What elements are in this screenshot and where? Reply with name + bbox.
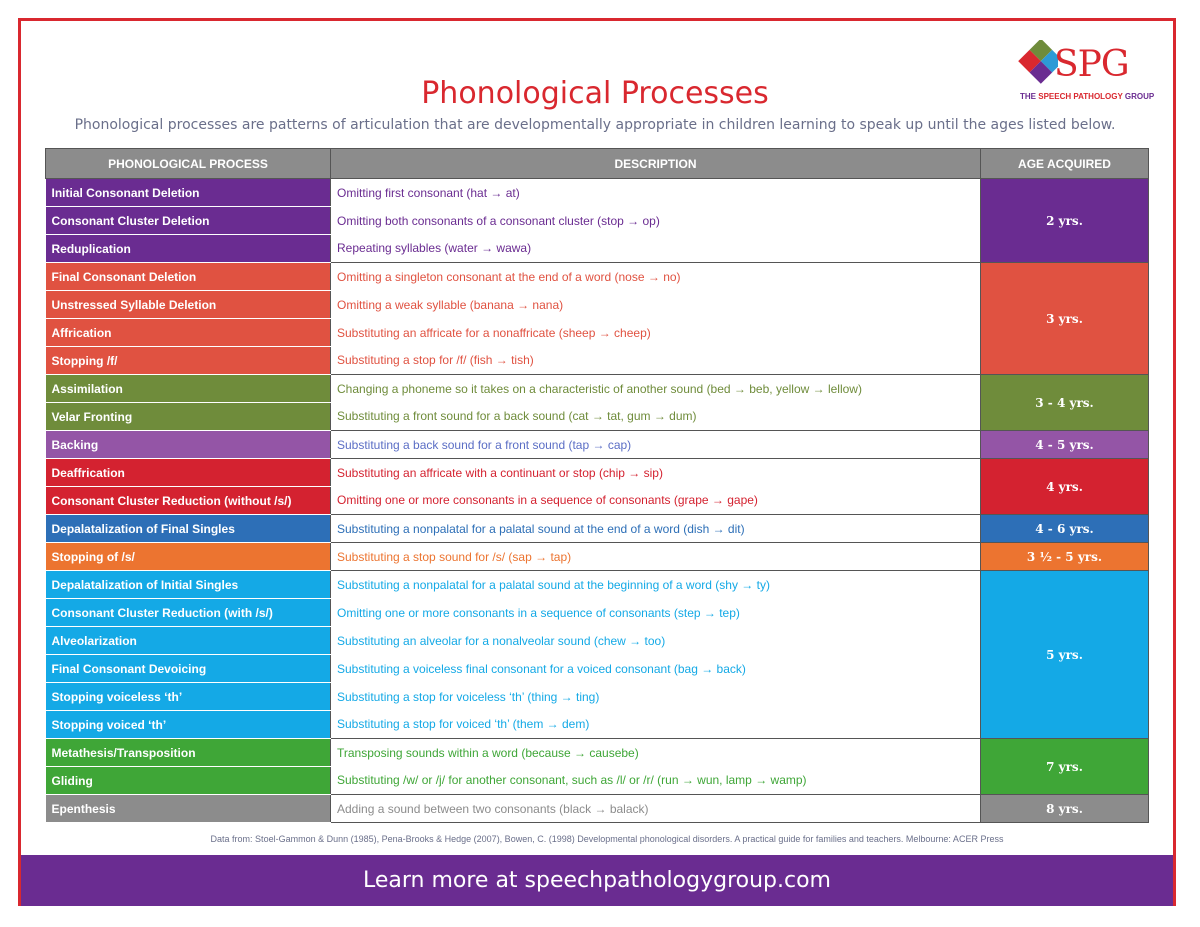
process-description: Substituting /w/ or /j/ for another consonant, such as /l/ or /r/ (run → wun, lamp → wamp)	[331, 767, 981, 795]
process-description: Omitting one or more consonants in a sequence of consonants (step → tep)	[331, 599, 981, 627]
process-description: Substituting a nonpalatal for a palatal sound at the end of a word (dish → dit)	[331, 515, 981, 543]
process-name: Metathesis/Transposition	[46, 739, 331, 767]
age-acquired: 3 ½ - 5 yrs.	[981, 543, 1149, 571]
logo-wordmark: SPG	[1054, 44, 1129, 85]
process-description: Repeating syllables (water → wawa)	[331, 235, 981, 263]
header-age: AGE ACQUIRED	[981, 149, 1149, 179]
footer-banner: Learn more at speechpathologygroup.com	[21, 855, 1173, 906]
process-description: Substituting a stop sound for /s/ (sap → tap)	[331, 543, 981, 571]
process-name: Final Consonant Deletion	[46, 263, 331, 291]
process-description: Omitting one or more consonants in a sequence of consonants (grape → gape)	[331, 487, 981, 515]
age-acquired: 8 yrs.	[981, 795, 1149, 823]
process-description: Substituting a voiceless final consonant for a voiced consonant (bag → back)	[331, 655, 981, 683]
phonological-processes-table	[45, 148, 1149, 823]
process-name: Reduplication	[46, 235, 331, 263]
process-name: Stopping voiced ‘th’	[46, 711, 331, 739]
process-name: Depalatalization of Initial Singles	[46, 571, 331, 599]
process-name: Unstressed Syllable Deletion	[46, 291, 331, 319]
header-process: PHONOLOGICAL PROCESS	[46, 149, 331, 179]
process-description: Transposing sounds within a word (because → causebe)	[331, 739, 981, 767]
process-name: Affrication	[46, 319, 331, 347]
header-description: DESCRIPTION	[331, 149, 981, 179]
table-row	[46, 543, 1149, 571]
process-description: Substituting a stop for /f/ (fish → tish)	[331, 347, 981, 375]
process-description: Substituting an alveolar for a nonalveolar sound (chew → too)	[331, 627, 981, 655]
process-description: Omitting first consonant (hat → at)	[331, 179, 981, 207]
process-name: Assimilation	[46, 375, 331, 403]
process-description: Omitting both consonants of a consonant cluster (stop → op)	[331, 207, 981, 235]
process-name: Stopping voiceless ‘th’	[46, 683, 331, 711]
process-name: Epenthesis	[46, 795, 331, 823]
process-description: Omitting a singleton consonant at the end of a word (nose → no)	[331, 263, 981, 291]
age-acquired: 4 yrs.	[981, 459, 1149, 515]
table-row	[46, 179, 1149, 207]
source-citation: Data from: Stoel-Gammon & Dunn (1985), Pena-Brooks & Hedge (2007), Bowen, C. (1998) Developmental phonological disorders. A practical guide for families and teachers. Melbourne: ACER Press	[210, 834, 1004, 844]
process-name: Consonant Cluster Reduction (with /s/)	[46, 599, 331, 627]
process-name: Consonant Cluster Reduction (without /s/)	[46, 487, 331, 515]
process-description: Changing a phoneme so it takes on a characteristic of another sound (bed → beb, yellow → lellow)	[331, 375, 981, 403]
process-description: Omitting a weak syllable (banana → nana)	[331, 291, 981, 319]
process-description: Substituting a nonpalatal for a palatal sound at the beginning of a word (shy → ty)	[331, 571, 981, 599]
table-row	[46, 571, 1149, 599]
process-description: Substituting a stop for voiced ‘th’ (them → dem)	[331, 711, 981, 739]
age-acquired: 2 yrs.	[981, 179, 1149, 263]
page-title: Phonological Processes	[421, 76, 769, 111]
age-acquired: 4 - 5 yrs.	[981, 431, 1149, 459]
process-description: Substituting an affricate for a nonaffricate (sheep → cheep)	[331, 319, 981, 347]
table-header-row	[46, 149, 1149, 179]
page-subtitle: Phonological processes are patterns of articulation that are developmentally appropriate in children learning to speak up until the ages listed below.	[74, 117, 1116, 133]
process-name: Alveolarization	[46, 627, 331, 655]
table-row	[46, 431, 1149, 459]
process-name: Velar Fronting	[46, 403, 331, 431]
age-acquired: 7 yrs.	[981, 739, 1149, 795]
table-row	[46, 515, 1149, 543]
process-name: Final Consonant Devoicing	[46, 655, 331, 683]
table-row	[46, 739, 1149, 767]
age-acquired: 3 yrs.	[981, 263, 1149, 375]
process-description: Substituting a front sound for a back sound (cat → tat, gum → dum)	[331, 403, 981, 431]
table-row	[46, 459, 1149, 487]
table-row	[46, 375, 1149, 403]
process-description: Substituting a stop for voiceless ‘th’ (thing → ting)	[331, 683, 981, 711]
table-row	[46, 795, 1149, 823]
process-name: Consonant Cluster Deletion	[46, 207, 331, 235]
process-description: Substituting an affricate with a continuant or stop (chip → sip)	[331, 459, 981, 487]
age-acquired: 3 - 4 yrs.	[981, 375, 1149, 431]
process-description: Substituting a back sound for a front sound (tap → cap)	[331, 431, 981, 459]
process-name: Depalatalization of Final Singles	[46, 515, 331, 543]
process-name: Stopping of /s/	[46, 543, 331, 571]
age-acquired: 4 - 6 yrs.	[981, 515, 1149, 543]
process-name: Deaffrication	[46, 459, 331, 487]
process-name: Gliding	[46, 767, 331, 795]
process-name: Initial Consonant Deletion	[46, 179, 331, 207]
age-acquired: 5 yrs.	[981, 571, 1149, 739]
process-name: Backing	[46, 431, 331, 459]
process-name: Stopping /f/	[46, 347, 331, 375]
process-description: Adding a sound between two consonants (black → balack)	[331, 795, 981, 823]
logo-tagline: THE SPEECH PATHOLOGY GROUP	[1020, 92, 1155, 101]
table-row	[46, 263, 1149, 291]
